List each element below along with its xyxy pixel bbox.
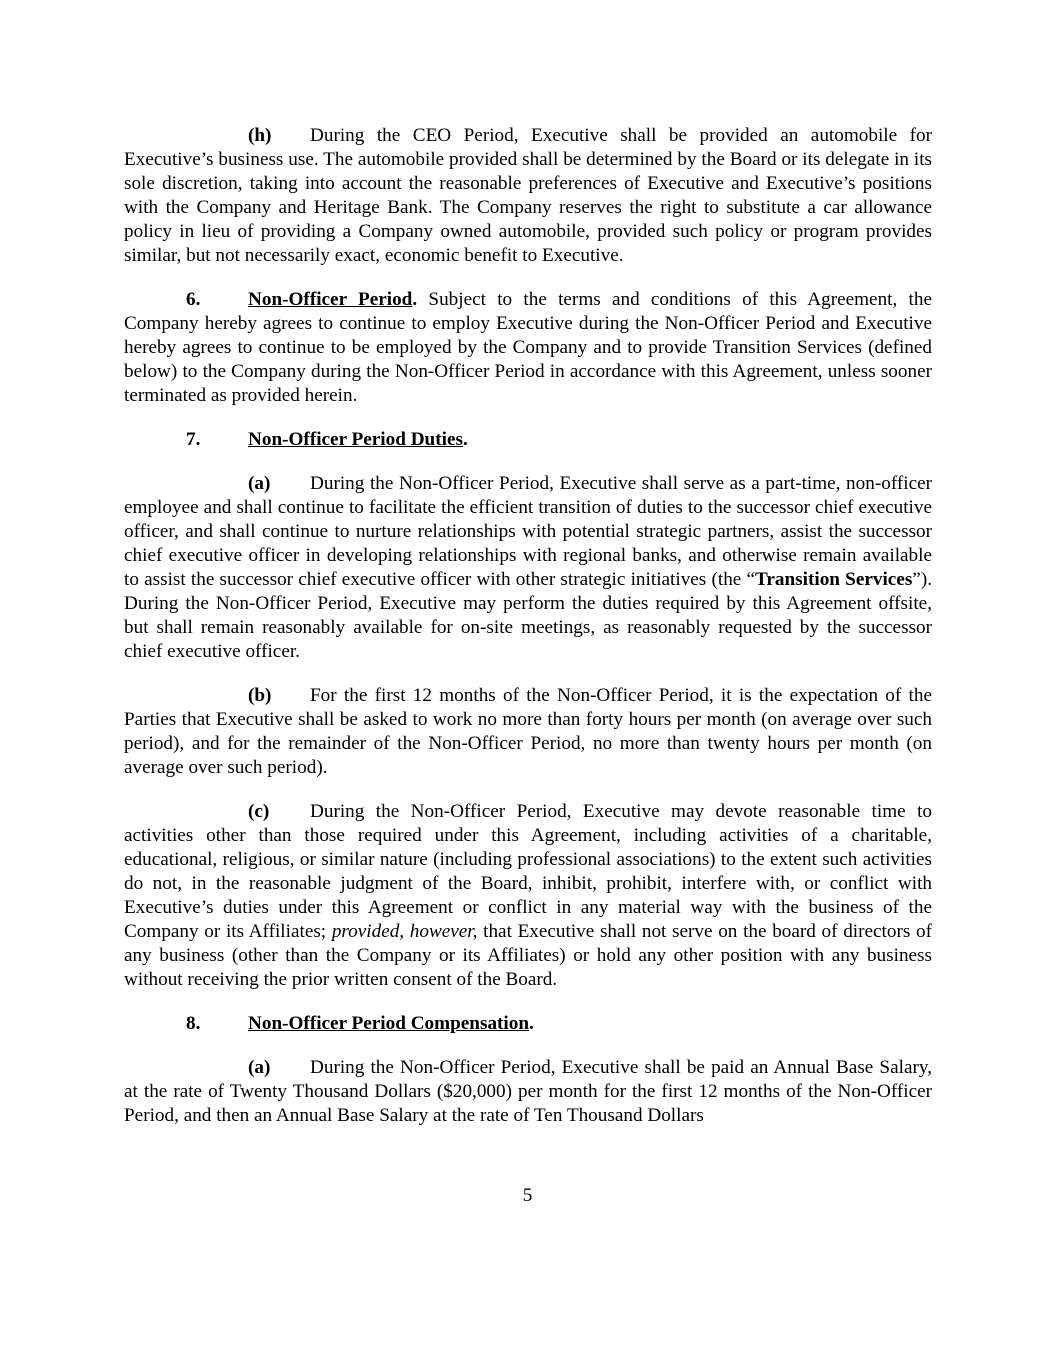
paragraph-text: During the CEO Period, Executive shall be provided an automobile for Executive’s business use. The automobile provided shall be determined by the Board or its delegate in its sole discretion, taking into account the reasonable preferences of Executive and Executive’s positions with the Company and Heritage Bank. The Company reserves the right to substitute a car allowance policy in lieu of providing a Company owned automobile, provided such policy or program provides similar, but not necessarily exact, economic benefit to Executive. — [124, 125, 932, 266]
defined-term: Transition Services — [755, 569, 913, 590]
section-8-heading — [124, 1012, 932, 1036]
paragraph-label: (b) — [248, 685, 272, 707]
section-heading: Non-Officer Period Duties — [248, 428, 463, 450]
section-number: 6. — [186, 288, 201, 310]
section-number: 7. — [186, 428, 201, 450]
paragraph-text: During the Non-Officer Period, Executive shall serve as a part-time, non-officer employee and shall continue to facilitate the efficient transition of duties to the successor chief executive officer, and shall continue to nurture relationships with potential strategic partners, assist the successor chief executive officer in developing relationships with regional banks, and otherwise remain available to assist the successor chief executive officer with other strategic initiatives (the “ — [124, 473, 932, 590]
paragraph-5h — [124, 124, 932, 267]
section-heading-punct: . — [462, 428, 468, 450]
section-6 — [124, 288, 932, 408]
paragraph-text-cont: that Executive shall not serve on the board of directors of any business (other than the Company or its Affiliates) or hold any other position with any business without receiving the prior written consent of the Board. — [124, 920, 932, 990]
paragraph-text-cont: ”). During the Non-Officer Period, Executive may perform the duties required by this Agreement offsite, but shall remain reasonably available for on-site meetings, as reasonably requested by the successor chief executive officer. — [124, 569, 932, 662]
paragraph-7b — [124, 684, 932, 780]
section-heading-punct: . — [412, 288, 418, 310]
paragraph-text: During the Non-Officer Period, Executive shall be paid an Annual Base Salary, at the rate of Twenty Thousand Dollars ($20,000) per month for the first 12 months of the Non-Officer Period, and then an Annual Base Salary at the rate of Ten Thousand Dollars — [124, 1057, 932, 1127]
paragraph-7c — [124, 800, 932, 991]
italic-proviso: provided, however, — [331, 920, 478, 942]
page-number: 5 — [522, 1185, 533, 1206]
paragraph-text: During the Non-Officer Period, Executive may devote reasonable time to activities other than those required under this Agreement, including activities of a charitable, educational, religious, or similar nature (including professional associations) to the extent such activities do not, in the reasonable judgment of the Board, inhibit, prohibit, interfere with, or conflict with Executive’s duties under this Agreement or conflict in any material way with the business of the Company or its Affiliates; — [124, 801, 932, 942]
section-7-heading — [124, 428, 932, 452]
paragraph-7a — [124, 472, 932, 663]
paragraph-8a — [124, 1056, 932, 1128]
section-heading-punct: . — [529, 1013, 534, 1034]
section-text: Subject to the terms and conditions of this Agreement, the Company hereby agrees to continue to employ Executive during the Non-Officer Period and Executive hereby agrees to continue to be employed by the Company and to provide Transition Services (defined below) to the Company during the Non-Officer Period in accordance with this Agreement, unless sooner terminated as provided herein. — [124, 288, 932, 406]
paragraph-label: (h) — [248, 125, 272, 146]
paragraph-text: For the first 12 months of the Non-Officer Period, it is the expectation of the Parties that Executive shall be asked to work no more than forty hours per month (on average over such period), and for the remainder of the Non-Officer Period, no more than twenty hours per month (on average over such period). — [124, 685, 932, 778]
document-page — [124, 124, 932, 1149]
section-number: 8. — [186, 1013, 201, 1034]
section-heading: Non-Officer Period — [248, 288, 413, 310]
section-heading: Non-Officer Period Compensation — [248, 1013, 530, 1034]
paragraph-label: (a) — [248, 1057, 271, 1079]
paragraph-label: (c) — [248, 801, 270, 823]
paragraph-label: (a) — [248, 473, 271, 495]
